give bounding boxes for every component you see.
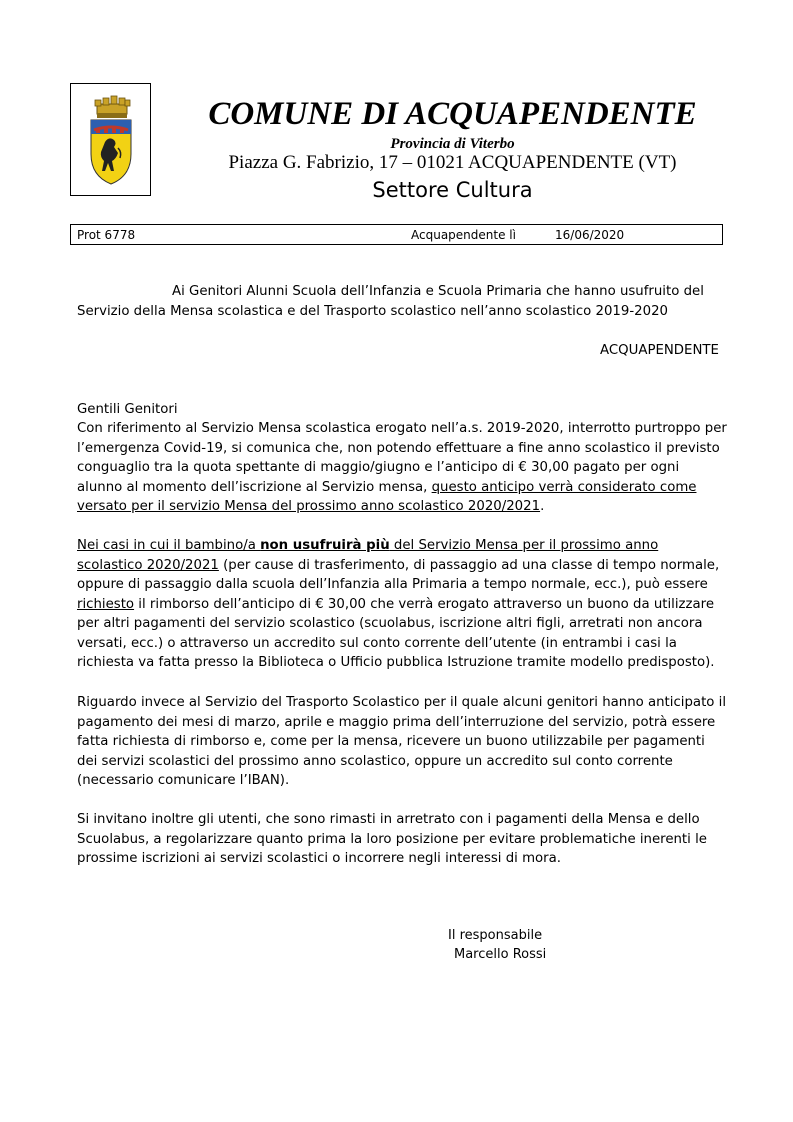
signature-name: Marcello Rossi — [454, 947, 547, 962]
paragraph-4: Si invitano inoltre gli utenti, che sono rimasti in arretrato con i pagamenti della Mensa e dello Scuolabus, a regolarizzare quanto prima la loro posizione per evitare problematiche inerenti le prossime iscrizioni ai servizi scolastici o incorrere negli interessi di mora. — [77, 812, 707, 866]
p2-underlined-start: Nei casi in cui il bambino/a — [77, 538, 261, 553]
address-line: Piazza G. Fabrizio, 17 – 01021 ACQUAPENDENTE (VT) — [228, 152, 677, 173]
sector-label: Settore Cultura — [372, 178, 533, 202]
paragraph-1 — [77, 419, 727, 517]
p2-underlined-word: richiesto — [77, 596, 135, 612]
protocol-number: Prot 6778 — [77, 228, 136, 242]
protocol-box — [70, 224, 723, 245]
recipient-line-1: Ai Genitori Alunni Scuola dell’Infanzia e Scuola Primaria che hanno usufruito del — [172, 284, 704, 299]
crest-emblem-icon — [71, 84, 150, 195]
protocol-date: 16/06/2020 — [555, 228, 625, 242]
recipient-city: ACQUAPENDENTE — [600, 343, 719, 358]
paragraph-3: Riguardo invece al Servizio del Trasporto Scolastico per il quale alcuni genitori hanno anticipato il pagamento dei mesi di marzo, aprile e maggio prima dell’interruzione del servizio, potrà essere fatta richiesta di rimborso e, come per la mensa, ricevere un buono utilizzabile per pagamenti dei servizi scolastici del prossimo anno scolastico, oppure un accredito sul conto corrente (necessario comunicare l’IBAN). — [77, 695, 727, 788]
recipient-line-2: Servizio della Mensa scolastica e del Trasporto scolastico nell’anno scolastico 2019-2020 — [77, 304, 668, 319]
greeting: Gentili Genitori — [77, 402, 178, 417]
p2-text-1: (per cause di trasferimento, di passaggio ad una classe di tempo normale, oppure di passaggio dalla scuola dell’Infanzia alla Primaria a tempo normale, ecc.), può essere — [77, 557, 720, 592]
p2-underlined-end: del Servizio Mensa per il prossimo anno scolastico 2020/2021 — [77, 538, 659, 573]
p2-bold-text: non usufruirà più — [260, 538, 390, 553]
municipality-title: COMUNE DI ACQUAPENDENTE — [208, 96, 697, 132]
place-label: Acquapendente lì — [411, 228, 516, 242]
municipal-crest — [70, 83, 151, 196]
p2-text-2: il rimborso dell’anticipo di € 30,00 che verrà erogato attraverso un buono da utilizzare per altri pagamenti del servizio scolastico (scuolabus, iscrizione altri figli, arretrati non ancora versati, ecc.) o attraverso un accredito sul conto corrente dell’utente (in entrambi i casi la richiesta va fatta presso la Biblioteca o Ufficio pubblica Istruzione tramite modello predisposto). — [77, 596, 715, 670]
paragraph-2 — [77, 536, 727, 673]
signature-role: Il responsabile — [448, 928, 543, 943]
p1-end: . — [540, 499, 545, 514]
p1-text: Con riferimento al Servizio Mensa scolastica erogato nell’a.s. 2019-2020, interrotto purtroppo per l’emergenza Covid-19, si comunica che, non potendo effettuare a fine anno scolastico il previsto conguaglio tra la quota spettante di maggio/giugno e l’anticipo di € 30,00 pagato per ogni alunno al momento dell’iscrizione al Servizio mensa, — [77, 421, 727, 495]
province-label: Provincia di Viterbo — [390, 136, 515, 152]
p1-underlined-text: questo anticipo verrà considerato come versato per il servizio Mensa del prossimo anno scolastico 2020/2021 — [77, 479, 697, 514]
